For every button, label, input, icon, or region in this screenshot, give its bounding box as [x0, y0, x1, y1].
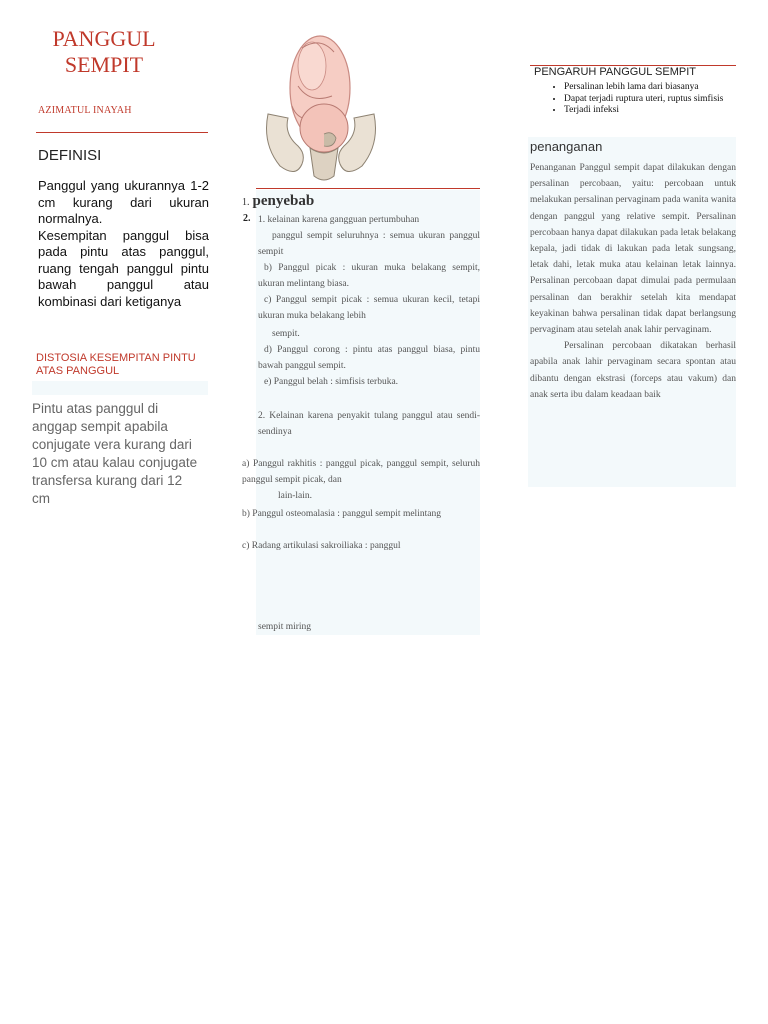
penyebab-line: panggul sempit seluruhnya : semua ukuran panggul sempit — [258, 231, 480, 257]
list-number-2: 2. — [243, 213, 251, 224]
pintu-atas-text: Pintu atas panggul di anggap sempit apabila conjugate vera kurang dari 10 cm atau kalau conjugate transfersa kurang dari 12 cm — [32, 401, 198, 506]
penyebab-line: sempit. — [272, 329, 300, 339]
pengaruh-heading: PENGARUH PANGGUL SEMPIT — [534, 66, 696, 78]
brochure-title — [40, 26, 168, 78]
penyebab-line: 2. Kelainan karena penyakit tulang panggul atau sendi-sendinya — [258, 411, 480, 437]
penyebab-line: lain-lain. — [278, 491, 313, 501]
penanganan-paragraph-1: Penanganan Panggul sempit dapat dilakukan dengan persalinan percobaan, yaitu: percobaan untuk melakukan persalinan pervaginam pada wanita wanita dengan panggul yang relative sempit. Persalinan percobaan hanya dapat dilakukan pada letak belakang kepala, jadi tidak di lakukan pada letak sungsang, letak dahi, letak muka atau kelainan letak lainnya. Persalinan percobaan dapat dimulai pada permulaan persalinan dan berakhir setelah kita mendapat keyakinan bahwa persalinan tidak dapat berlangsung pervaginam atau setelah anak lahir pervaginam. — [530, 163, 737, 336]
penanganan-heading: penanganan — [530, 139, 603, 154]
penyebab-line: c) Radang artikulasi sakroiliaka : panggul — [242, 541, 401, 551]
divider — [256, 188, 480, 189]
penyebab-line: b) Panggul osteomalasia : panggul sempit melintang — [242, 509, 441, 519]
definisi-paragraph-1: Panggul yang ukurannya 1-2 cm kurang dari ukuran normalnya. — [38, 178, 209, 226]
title-line-2: SEMPIT — [64, 52, 144, 77]
list-item: • Terjadi infeksi — [564, 105, 736, 117]
definisi-paragraph-2: Kesempitan panggul bisa pada pintu atas panggul, ruang tengah panggul pintu bawah panggul atau kombinasi dari ketiganya — [38, 227, 209, 309]
list-item: • Dapat terjadi ruptura uteri, ruptus simfisis — [564, 94, 736, 106]
divider — [36, 132, 208, 133]
penyebab-line: b) Panggul picak : ukuran muka belakang sempit, ukuran melintang biasa. — [258, 263, 480, 289]
penyebab-heading — [242, 193, 314, 210]
penyebab-line: a) Panggul rakhitis : panggul picak, panggul sempit, seluruh panggul sempit picak, dan — [242, 459, 480, 485]
shaded-band — [32, 381, 208, 395]
penanganan-paragraph-2: Persalinan percobaan dikatakan berhasil apabila anak lahir pervaginam secara spontan atau dibantu dengan ekstrasi (forceps atau vakum) dan anak serta ibu dalam keadaan baik — [530, 341, 736, 400]
penyebab-title: penyebab — [252, 193, 315, 209]
penyebab-line: c) Panggul sempit picak : semua ukuran kecil, tetapi ukuran muka belakang lebih — [258, 295, 480, 321]
list-item: • Persalinan lebih lama dari biasanya — [564, 82, 736, 94]
penyebab-line: 1. kelainan karena gangguan pertumbuhan — [258, 215, 420, 225]
distosia-heading: DISTOSIA KESEMPITAN PINTU ATAS PANGGUL — [36, 352, 196, 377]
list-number: 1. — [242, 197, 250, 208]
definisi-heading: DEFINISI — [38, 147, 102, 164]
penyebab-line: e) Panggul belah : simfisis terbuka. — [264, 377, 399, 387]
definisi-text — [38, 178, 209, 310]
author-name: AZIMATUL INAYAH — [38, 105, 132, 116]
pelvis-fetus-illustration — [262, 26, 380, 186]
title-line-1: PANGGUL — [52, 26, 156, 51]
pengaruh-list — [530, 82, 736, 117]
penanganan-text — [530, 160, 736, 403]
penyebab-line: sempit miring — [258, 622, 312, 632]
penyebab-line: d) Panggul corong : pintu atas panggul biasa, pintu bawah panggul sempit. — [258, 345, 480, 371]
